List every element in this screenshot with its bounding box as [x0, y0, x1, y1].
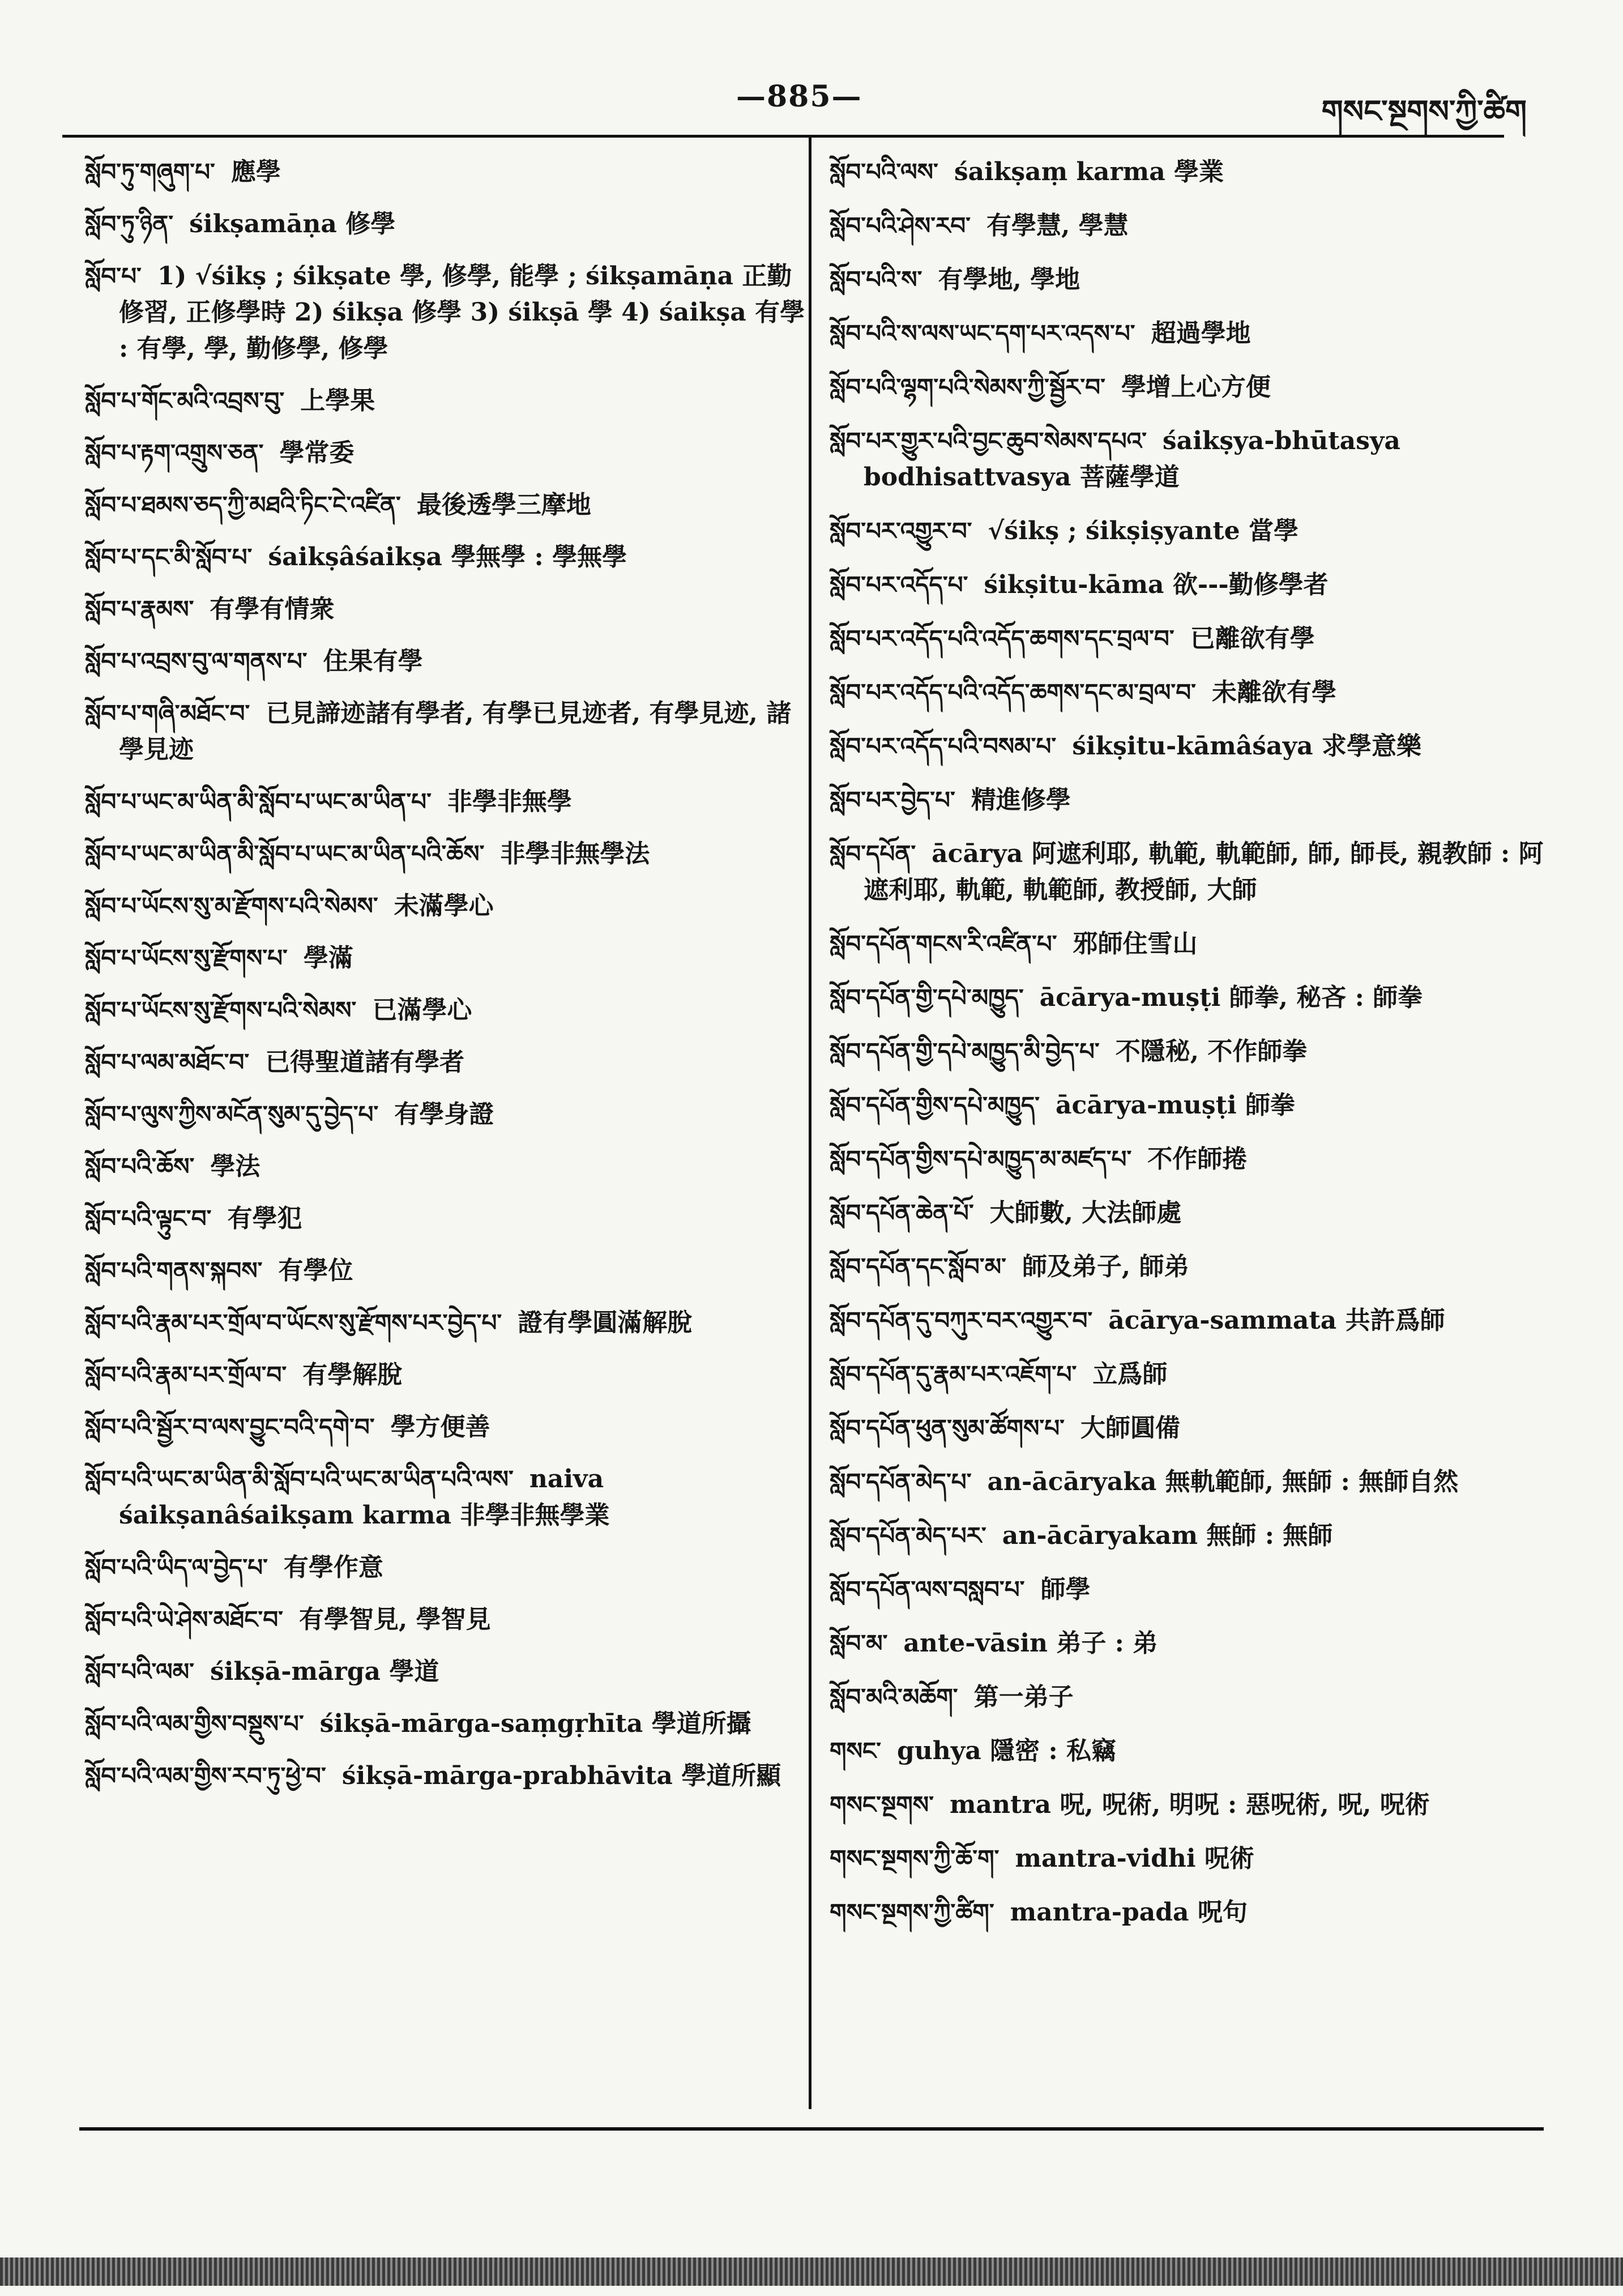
entry-headword: སློབ་ཏུ་ཉིན་: [85, 210, 174, 238]
dictionary-entry: [830, 1464, 1560, 1500]
entry-headword: སློབ་པ་ཡོངས་སུ་མ་རྫོགས་པའི་སེམས་: [85, 892, 378, 920]
entry-gloss: śikṣitu-kāmâśaya 求學意樂: [1072, 732, 1421, 761]
dictionary-entry: [830, 926, 1560, 962]
entry-headword: སློབ་དཔོན་གྱིས་དཔེ་མཁྱུད་: [830, 1091, 1040, 1119]
dictionary-entry: [85, 1096, 815, 1133]
dictionary-entry: [85, 1409, 815, 1445]
entry-headword: སློབ་པ་དང་མི་སློབ་པ་: [85, 543, 253, 571]
entry-headword: སློབ་པ་ཡང་མ་ཡིན་མི་སློབ་པ་ཡང་མ་ཡིན་པ་: [85, 788, 432, 816]
entry-headword: སློབ་པ་འབྲས་བུ་ལ་གནས་པ་: [85, 647, 307, 675]
dictionary-entry: [830, 262, 1560, 298]
entry-headword: སློབ་པའི་ས་: [830, 266, 922, 293]
dictionary-entry: [85, 1602, 815, 1638]
entry-gloss: 已見諦迹諸有學者, 有學已見迹者, 有學見迹, 諸學見迹: [119, 699, 792, 764]
entry-gloss: 立爲師: [1092, 1360, 1168, 1389]
entry-headword: སློབ་པའི་སྦྱོར་བ་ལས་བྱུང་བའི་དགེ་བ་: [85, 1413, 375, 1441]
entry-headword: སློབ་པར་འདོད་པ་: [830, 571, 968, 599]
entry-headword: སློབ་དཔོན་ཆེན་པོ་: [830, 1199, 974, 1227]
entry-headword: གསང་: [830, 1737, 881, 1765]
entry-gloss: 未滿學心: [394, 891, 494, 920]
entry-gloss: śaikṣya-bhūtasya bodhisattvasya 菩薩學道: [864, 426, 1400, 492]
entry-gloss: ācārya 阿遮利耶, 軌範, 軌範師, 師, 師長, 親教師 : 阿遮利耶, 軌範, 軌範師, 教授師, 大師: [864, 839, 1544, 904]
dictionary-entry: [830, 567, 1560, 603]
dictionary-entry: [830, 1195, 1560, 1231]
entry-headword: སློབ་པའི་ལམ་: [85, 1658, 194, 1685]
entry-headword: སློབ་པའི་ཡིད་ལ་བྱེད་པ་: [85, 1554, 268, 1581]
dictionary-entry: [830, 1679, 1560, 1715]
entry-gloss: guhya 隱密 : 私竊: [896, 1736, 1117, 1765]
dictionary-entry: [85, 940, 815, 976]
entry-gloss: 師學: [1040, 1575, 1091, 1604]
entry-headword: སློབ་པ་ལམ་མཐོང་བ་: [85, 1048, 250, 1076]
dictionary-entry: [85, 1149, 815, 1185]
entry-gloss: 有學地, 學地: [938, 265, 1080, 294]
entry-headword: སློབ་པ་གཞི་མཐོང་བ་: [85, 699, 250, 727]
entry-headword: སློབ་པ་ཡོངས་སུ་རྫོགས་པ་: [85, 944, 288, 972]
dictionary-entry: [85, 784, 815, 820]
dictionary-entry: [85, 643, 815, 680]
dictionary-entry: [85, 1758, 815, 1794]
entry-gloss: 證有學圓滿解脫: [518, 1308, 693, 1337]
entry-gloss: 不隱秘, 不作師拳: [1115, 1037, 1308, 1066]
entry-headword: སློབ་དཔོན་ཕུན་སུམ་ཚོགས་པ་: [830, 1414, 1065, 1442]
dictionary-entry: [85, 1706, 815, 1742]
entry-gloss: √śikṣ ; śikṣiṣyante 當學: [988, 517, 1299, 545]
dictionary-entry: [830, 621, 1560, 657]
entry-headword: སློབ་པར་འདོད་པའི་བསམ་པ་: [830, 732, 1057, 760]
dictionary-entry: [85, 206, 815, 242]
entry-gloss: an-ācāryaka 無軌範師, 無師 : 無師自然: [987, 1467, 1459, 1496]
entry-gloss: 邪師住雪山: [1073, 929, 1198, 958]
dictionary-entry: [830, 1087, 1560, 1124]
dictionary-entry: [85, 1461, 815, 1534]
dictionary-entry: [830, 1356, 1560, 1393]
entry-gloss: mantra-vidhi 呪術: [1015, 1844, 1254, 1873]
dictionary-entry: [830, 675, 1560, 711]
entry-gloss: 有學犯: [227, 1204, 302, 1233]
entry-gloss: 第一弟子: [973, 1683, 1074, 1712]
entry-gloss: 有學身證: [394, 1100, 494, 1129]
entry-gloss: 非學非無學法: [500, 839, 650, 868]
dictionary-entry: [85, 435, 815, 471]
entry-gloss: 已離欲有學: [1190, 624, 1315, 653]
entry-headword: གསང་སྔགས་: [830, 1791, 934, 1819]
dictionary-entry: [830, 1141, 1560, 1177]
entry-gloss: 學增上心方便: [1121, 373, 1271, 402]
entry-gloss: śikṣā-mārga 學道: [210, 1657, 439, 1686]
entry-headword: སློབ་པར་གྱུར་པའི་བྱང་ཆུབ་སེམས་དཔའ་: [830, 427, 1147, 455]
entry-headword: གསང་སྔགས་ཀྱི་ཚིག་: [830, 1898, 994, 1926]
entry-gloss: 學滿: [303, 944, 353, 972]
dictionary-entry: [830, 208, 1560, 244]
entry-gloss: 已得聖道諸有學者: [265, 1048, 465, 1077]
entry-headword: སློབ་དཔོན་ལས་བསླབ་པ་: [830, 1576, 1025, 1603]
entry-headword: གསང་སྔགས་ཀྱི་ཆོ་ག་: [830, 1845, 1000, 1872]
entry-headword: སློབ་པའི་རྣམ་པར་གྲོལ་བ་ཡོངས་སུ་རྫོགས་པར་བྱེད་པ་: [85, 1309, 502, 1337]
entry-headword: སློབ་པའི་ཡེ་ཤེས་མཐོང་བ་: [85, 1606, 283, 1633]
entry-headword: སློབ་པའི་ལམ་གྱིས་བསྡུས་པ་: [85, 1710, 304, 1738]
dictionary-entry: [85, 591, 815, 628]
entry-gloss: śikṣamāṇa 修學: [189, 210, 396, 238]
dictionary-entry: [830, 1249, 1560, 1285]
dictionary-entry: [85, 992, 815, 1028]
dictionary-entry: [830, 1787, 1560, 1823]
entry-headword: སློབ་པར་འདོད་པའི་འདོད་ཆགས་དང་མ་བྲལ་བ་: [830, 678, 1196, 706]
entry-headword: སློབ་པ་ཡོངས་སུ་རྫོགས་པའི་སེམས་: [85, 996, 357, 1024]
entry-headword: སློབ་པར་འགྱུར་བ་: [830, 517, 972, 545]
bottom-rule: [79, 2127, 1544, 2131]
entry-gloss: naiva śaikṣanâśaikṣam karma 非學非無學業: [119, 1465, 610, 1530]
entry-gloss: 大師數, 大法師處: [989, 1198, 1182, 1227]
entry-gloss: an-ācāryakam 無師 : 無師: [1002, 1521, 1333, 1550]
entry-gloss: śikṣā-mārga-prabhāvita 學道所顯: [341, 1761, 781, 1790]
entry-headword: སློབ་པའི་ལྷག་པའི་སེམས་ཀྱི་སྦྱོར་བ་: [830, 373, 1105, 401]
dictionary-entry: [830, 1733, 1560, 1769]
dictionary-entry: [830, 513, 1560, 549]
entry-gloss: 學常委: [279, 438, 355, 467]
entry-gloss: ācārya-muṣṭi 師拳: [1056, 1091, 1296, 1120]
dictionary-entry: [85, 539, 815, 575]
dictionary-entry: [85, 258, 815, 367]
entry-gloss: ācārya-sammata 共許爲師: [1108, 1306, 1445, 1335]
dictionary-entry: [85, 487, 815, 523]
entry-headword: སློབ་དཔོན་དུ་བཀུར་བར་འགྱུར་བ་: [830, 1307, 1093, 1334]
entry-gloss: ante-vāsin 弟子 : 弟: [903, 1629, 1158, 1658]
dictionary-entry: [830, 1894, 1560, 1931]
dictionary-entry: [830, 1410, 1560, 1446]
dictionary-entry: [830, 1841, 1560, 1877]
dictionary-entry: [85, 1305, 815, 1341]
dictionary-entry: [85, 383, 815, 419]
entry-headword: སློབ་པའི་གནས་སྐབས་: [85, 1257, 263, 1284]
entry-headword: སློབ་དཔོན་མེད་པར་: [830, 1522, 986, 1550]
entry-gloss: mantra-pada 呪句: [1010, 1898, 1248, 1927]
entry-gloss: 住果有學: [323, 647, 423, 676]
entry-headword: སློབ་དཔོན་དུ་རྣམ་པར་འཇོག་པ་: [830, 1360, 1077, 1388]
entry-headword: སློབ་མའི་མཆོག་: [830, 1683, 958, 1711]
entry-gloss: 學方便善: [390, 1412, 490, 1441]
entry-gloss: 有學位: [278, 1256, 353, 1285]
entry-gloss: 有學智見, 學智見: [299, 1605, 491, 1634]
entry-headword: སློབ་པའི་ལམ་གྱིས་རབ་ཏུ་ཕྱེ་བ་: [85, 1762, 326, 1790]
entry-headword: སློབ་པའི་ས་ལས་ཡང་དག་པར་འདས་པ་: [830, 319, 1135, 347]
dictionary-entry: [830, 1572, 1560, 1608]
entry-gloss: śikṣitu-kāma 欲---勤修學者: [984, 570, 1329, 599]
dictionary-entry: [830, 154, 1560, 190]
dictionary-entry: [85, 154, 815, 190]
right-column: [830, 154, 1560, 1931]
dictionary-entry: [85, 888, 815, 924]
entry-headword: སློབ་པའི་ཤེས་རབ་: [830, 212, 971, 240]
left-column: [85, 154, 815, 1794]
entry-headword: སློབ་པ་རྣམས་: [85, 595, 194, 623]
entry-headword: སློབ་པའི་ལྟུང་བ་: [85, 1205, 212, 1232]
entry-headword: སློབ་དཔོན་མེད་པ་: [830, 1468, 972, 1496]
entry-headword: སློབ་པ་ཐམས་ཅད་ཀྱི་མཐའི་ཏིང་ངེ་འཛིན་: [85, 491, 401, 519]
dictionary-entry: [830, 1625, 1560, 1662]
entry-headword: སློབ་པ་ཡང་མ་ཡིན་མི་སློབ་པ་ཡང་མ་ཡིན་པའི་ཆོས་: [85, 840, 485, 868]
entry-headword: སློབ་པར་བྱེད་པ་: [830, 786, 955, 814]
dictionary-entry: [830, 836, 1560, 908]
entry-headword: སློབ་པའི་རྣམ་པར་གྲོལ་བ་: [85, 1361, 287, 1389]
entry-gloss: 上學果: [300, 386, 375, 415]
entry-gloss: ācārya-muṣṭi 師拳, 秘吝 : 師拳: [1039, 983, 1423, 1012]
entry-headword: སློབ་པའི་ཆོས་: [85, 1153, 195, 1180]
entry-gloss: śikṣā-mārga-saṃgṛhīta 學道所攝: [319, 1709, 751, 1738]
dictionary-entry: [830, 423, 1560, 496]
dictionary-entry: [85, 1550, 815, 1586]
entry-headword: སློབ་དཔོན་གྱིས་དཔེ་མཁྱུད་མ་མཛད་པ་: [830, 1145, 1132, 1173]
entry-headword: སློབ་པ་ལུས་ཀྱིས་མངོན་སུམ་དུ་བྱེད་པ་: [85, 1100, 379, 1128]
entry-headword: སློབ་མ་: [830, 1629, 888, 1657]
entry-gloss: mantra 呪, 呪術, 明呪 : 惡呪術, 呪, 呪術: [949, 1790, 1430, 1819]
dictionary-entry: [830, 1303, 1560, 1339]
entry-headword: སློབ་དཔོན་དང་སློབ་མ་: [830, 1253, 1006, 1281]
dictionary-entry: [830, 1034, 1560, 1070]
dictionary-entry: [85, 1253, 815, 1289]
dictionary-entry: [830, 1518, 1560, 1554]
dictionary-entry: [830, 315, 1560, 352]
entry-headword: སློབ་དཔོན་གངས་རི་འཛིན་པ་: [830, 930, 1057, 958]
entry-gloss: śaikṣaṃ karma 學業: [954, 157, 1224, 186]
entry-gloss: śaikṣâśaikṣa 學無學 : 學無學: [268, 543, 627, 571]
entry-gloss: 超過學地: [1151, 319, 1251, 348]
dictionary-entry: [830, 782, 1560, 818]
dictionary-entry: [85, 1357, 815, 1393]
entry-gloss: 有學解脫: [302, 1360, 403, 1389]
entry-gloss: 精進修學: [971, 786, 1071, 814]
entry-headword: སློབ་དཔོན་གྱི་དཔེ་མཁྱུད་མི་བྱེད་པ་: [830, 1038, 1100, 1065]
dictionary-entry: [830, 980, 1560, 1016]
entry-headword: སློབ་པའི་ལས་: [830, 158, 938, 186]
dictionary-entry: [830, 369, 1560, 406]
scan-edge-strip: [0, 2257, 1623, 2286]
entry-gloss: 學法: [210, 1152, 260, 1181]
dictionary-entry: [85, 1044, 815, 1081]
entry-headword: སློབ་ཏུ་གཞུག་པ་: [85, 158, 215, 186]
entry-headword: སློབ་དཔོན་: [830, 840, 916, 868]
dictionary-entry: [85, 695, 815, 768]
entry-gloss: 未離欲有學: [1211, 678, 1336, 707]
entry-gloss: 最後透學三摩地: [416, 490, 591, 519]
entry-headword: སློབ་པའི་ཡང་མ་ཡིན་མི་སློབ་པའི་ཡང་མ་ཡིན་པའི་ལས་: [85, 1465, 514, 1493]
running-head: གསང་སྔགས་ཀྱི་ཚིག: [1321, 93, 1527, 129]
entry-gloss: 有學作意: [283, 1553, 383, 1582]
entry-headword: སློབ་པ་: [85, 262, 142, 290]
page-number: —885—: [736, 79, 862, 114]
entry-gloss: 非學非無學: [447, 787, 572, 816]
entry-headword: སློབ་པ་རྟག་འགྲུས་ཅན་: [85, 439, 264, 467]
entry-gloss: 有學有情衆: [210, 595, 335, 624]
top-rule: [62, 135, 1504, 138]
dictionary-entry: [85, 1201, 815, 1237]
entry-gloss: 不作師捲: [1147, 1145, 1248, 1173]
entry-gloss: 1) √śikṣ ; śikṣate 學, 修學, 能學 ; śikṣamāṇa 正勤修習, 正修學時 2) śikṣa 修學 3) śikṣā 學 4) śaikṣa 有學 : 有學, 學, 勤修學, 修學: [119, 262, 805, 363]
dictionary-entry: [85, 836, 815, 872]
dictionary-entry: [830, 728, 1560, 765]
entry-headword: སློབ་དཔོན་གྱི་དཔེ་མཁྱུད་: [830, 984, 1024, 1012]
entry-gloss: 師及弟子, 師弟: [1022, 1252, 1189, 1281]
dictionary-entry: [85, 1654, 815, 1690]
entry-gloss: 有學慧, 學慧: [986, 211, 1129, 240]
entry-headword: སློབ་པ་གོང་མའི་འབྲས་བུ་: [85, 387, 285, 415]
entry-gloss: 大師圓備: [1080, 1414, 1180, 1443]
entry-headword: སློབ་པར་འདོད་པའི་འདོད་ཆགས་དང་བྲལ་བ་: [830, 625, 1174, 652]
entry-gloss: 已滿學心: [372, 996, 472, 1025]
entry-gloss: 應學: [230, 157, 281, 186]
